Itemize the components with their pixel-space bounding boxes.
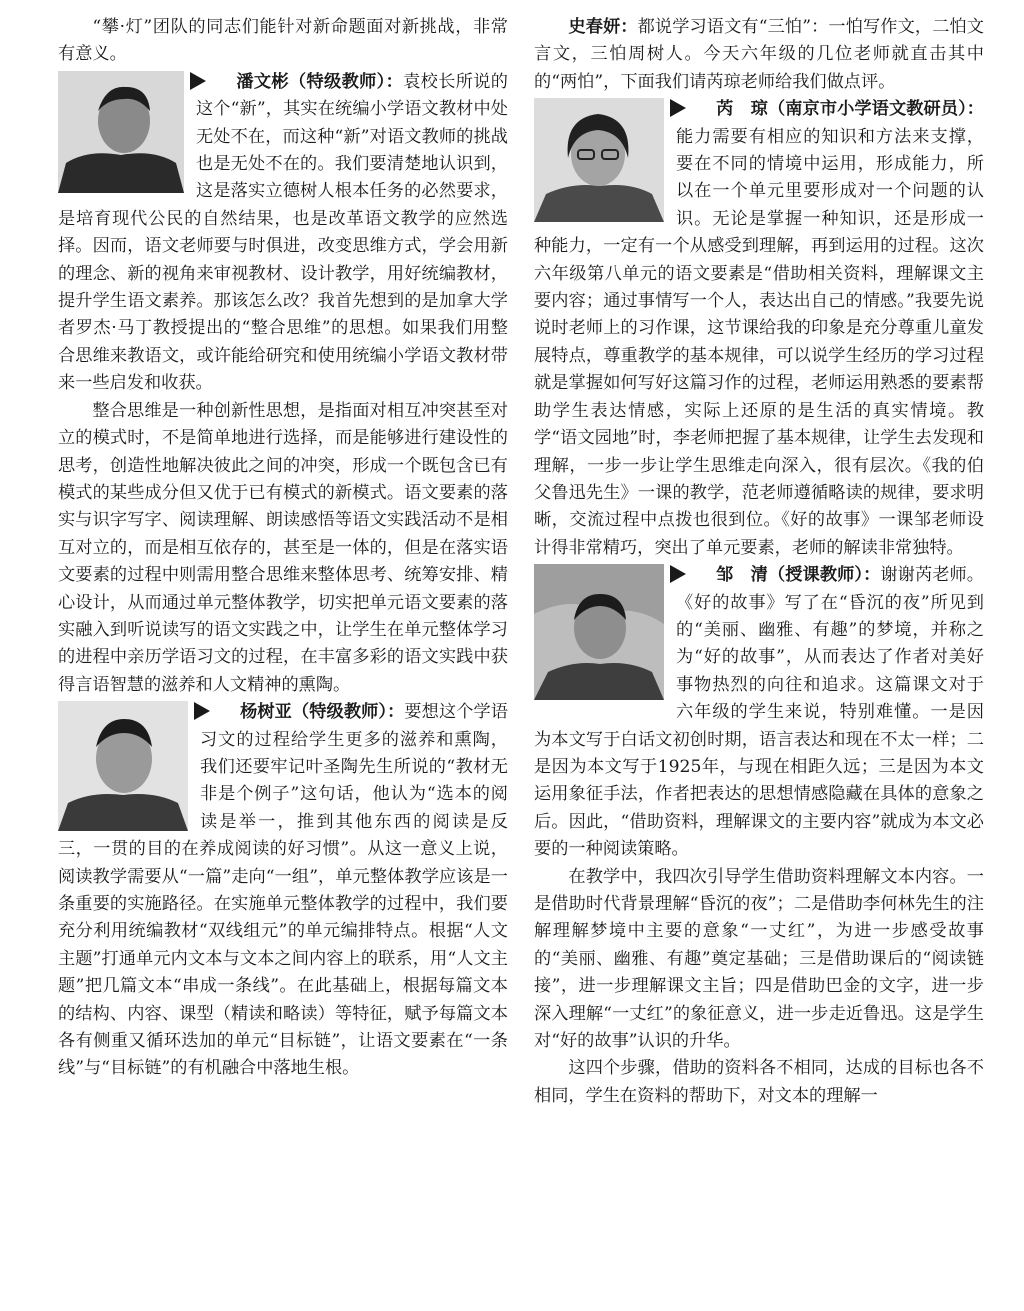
speaker-name: 杨树亚（特级教师）： [240,702,405,723]
triangle-marker-icon [190,72,206,90]
speaker-yang [58,699,508,1083]
speaker-rui [534,96,984,562]
speaker-name: 潘文彬（特级教师）： [236,71,404,92]
portrait-zou-photo [534,564,664,700]
speaker-zou [534,562,984,1110]
triangle-marker-icon [670,565,686,583]
portrait-rui-photo [534,98,664,222]
triangle-marker-icon [194,702,210,720]
pan-paragraph-2: 整合思维是一种创新性思想，是指面对相互冲突甚至对立的模式时，不是简单地进行选择，而是能够进行建设性的思考，创造性地解决彼此之间的冲突，形成一个既包含已有模式的某些成分但又优于已有模式的新模式。语文要素的落实与识字写字、阅读理解、朗读感悟等语文实践活动不是相互对立的，而是相互依存的，甚至是一体的，但是在落实语文要素的过程中则需用整合思维来整体思考、统筹安排、精心设计，从而通过单元整体教学，切实把单元语文要素的落实融入到听说读写的语文实践之中，让学生在单元整体学习的进程中亲历学语习文的过程，在丰富多彩的语文实践中获得言语智慧的滋养和人文精神的熏陶。 [58,400,508,695]
right-column [534,14,984,1304]
portrait-pan-photo [58,71,184,193]
zou-paragraph-3: 这四个步骤，借助的资料各不相同，达成的目标也各不相同，学生在资料的帮助下，对文本的理解一 [534,1058,984,1106]
speaker-text: 谢谢芮老师。《好的故事》写了在“昏沉的夜”所见到的“美丽、幽雅、有趣”的梦境，并称之为“好的故事”，从而表达了作者对美好事物热烈的向往和追求。这篇课文对于六年级的学生来说，特别难懂。一是因为本文写于白话文初创时期，语言表达和现在不太一样；二是因为本文写于1925年，与现在相距久远；三是因为本文运用象征手法，作者把表达的思想情感隐藏在具体的意象之后。因此，“借助资料，理解课文的主要内容”就成为本文必要的一种阅读策略。 [534,565,984,860]
zou-paragraph-2: 在教学中，我四次引导学生借助资料理解文本内容。一是借助时代背景理解“昏沉的夜”；二是借助李何林先生的注解理解梦境中主要的意象“一丈红”，为进一步感受故事的“美丽、幽雅、有趣”奠定基础；三是借助课后的“阅读链接”，进一步理解课文主旨；四是借助巴金的文字，进一步深入理解“一丈红”的象征意义，进一步走近鲁迅。这是学生对“好的故事”认识的升华。 [534,866,984,1052]
speaker-name: 芮 琼（南京市小学语文教研员）： [716,99,984,120]
speaker-text: 能力需要有相应的知识和方法来支撑，要在不同的情境中运用，形成能力，所以在一个单元里要形成对一个问题的认识。无论是掌握一种知识，还是形成一种能力，一定有一个从感受到理解，再到运用的过程。这次六年级第八单元的语文要素是“借助相关资料，理解课文主要内容；通过事情写一个人，表达出自己的情感。”我要先说说时老师上的习作课，这节课给我的印象是充分尊重儿童发展特点，尊重教学的基本规律，可以说学生经历的学习过程就是掌握如何写好这篇习作的过程，老师运用熟悉的要素帮助学生表达情感，实际上还原的是生活的真实情境。教学“语文园地”时，李老师把握了基本规律，让学生去发现和理解，一步一步让学生思维走向深入，很有层次。《我的伯父鲁迅先生》一课的教学，范老师遵循略读的规律，要求明晰，交流过程中点拨也很到位。《好的故事》一课邹老师设计得非常精巧，突出了单元要素，老师的解读非常独特。 [534,126,984,558]
left-column [58,14,508,1304]
portrait-yang-photo [58,701,188,831]
speaker-pan [58,69,508,699]
speaker-text: 都说学习语文有“三怕”：一怕写作文，二怕文言文，三怕周树人。今天六年级的几位老师就直击其中的“两怕”，下面我们请芮琼老师给我们做点评。 [534,17,984,92]
intro-paragraph: “攀·灯”团队的同志们能针对新命题面对新挑战，非常有意义。 [58,17,508,65]
triangle-marker-icon [670,99,686,117]
speaker-name: 史春妍： [568,17,638,37]
shi-paragraph [534,14,984,96]
speaker-text: 要想这个学语习文的过程给学生更多的滋养和熏陶，我们还要牢记叶圣陶先生所说的“教材无非是个例子”这句话，他认为“选本的阅读是举一，推到其他东西的阅读是反三，一贯的目的在养成阅读的好习惯”。从这一意义上说，阅读教学需要从“一篇”走向“一组”，单元整体教学应该是一条重要的实施路径。在实施单元整体教学的过程中，我们要充分利用统编教材“双线组元”的单元编排特点。根据“人文主题”打通单元内文本与文本之间内容上的联系，用“人文主题”把几篇文本“串成一条线”。在此基础上，根据每篇文本的结构、内容、课型（精读和略读）等特征，赋予每篇文本各有侧重又循环迭加的单元“目标链”，让语文要素在“一条线”与“目标链”的有机融合中落地生根。 [58,702,508,1079]
speaker-name: 邹 清（授课教师）： [716,565,881,586]
speaker-text: 袁校长所说的这个“新”，其实在统编小学语文教材中处无处不在，而这种“新”对语文教师的挑战也是无处不在的。我们要清楚地认识到，这是落实立德树人根本任务的必然要求，是培育现代公民的自然结果，也是改革语文教学的应然选择。因而，语文老师要与时俱进，改变思维方式，学会用新的理念、新的视角来审视教材、设计教学，用好统编教材，提升学生语文素养。那该怎么改？我首先想到的是加拿大学者罗杰·马丁教授提出的“整合思维”的思想。如果我们用整合思维来教语文，或许能给研究和使用统编小学语文教材带来一些启发和收获。 [58,71,508,394]
